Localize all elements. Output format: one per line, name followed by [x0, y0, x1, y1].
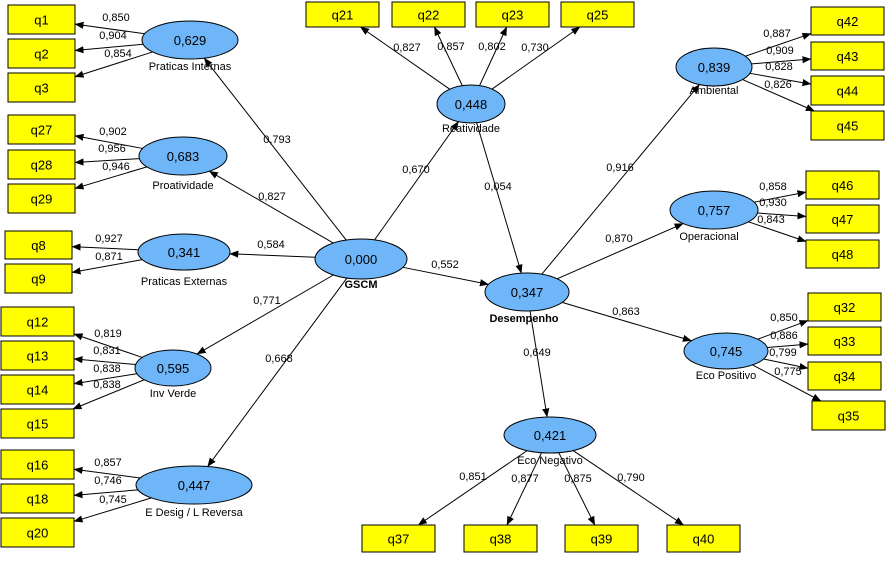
loading-value-iv-q13: 0,831 [93, 345, 121, 357]
indicator-label-q3: q3 [34, 80, 49, 96]
latent-pro[interactable] [139, 137, 227, 192]
indicator-label-q23: q23 [501, 7, 524, 23]
loading-value-pe-q9: 0,871 [95, 251, 123, 263]
path-coefficient-gscm-pi: 0,793 [263, 134, 291, 146]
latent-label-ope: Operacional [679, 231, 739, 243]
indicator-label-q22: q22 [417, 7, 440, 23]
indicator-label-q13: q13 [26, 348, 49, 364]
indicator-q48[interactable] [806, 240, 879, 268]
indicator-label-q42: q42 [836, 14, 859, 29]
latent-r2-value-pe: 0,341 [167, 245, 201, 260]
loading-value-pi-q3: 0,854 [104, 48, 132, 60]
latent-r2-value-amb: 0,839 [697, 60, 731, 75]
indicator-label-q20: q20 [26, 525, 49, 541]
latent-r2-value-ecn: 0,421 [533, 428, 567, 443]
path-arrow-gscm-rea [375, 122, 459, 240]
latent-ope[interactable] [670, 191, 758, 243]
latent-label-des: Desempenho [489, 313, 559, 325]
indicator-q45[interactable] [811, 111, 884, 140]
latent-label-rea: Reatividade [441, 123, 501, 135]
path-coefficient-des-ecp: 0,863 [612, 306, 640, 318]
loading-value-ecn-q38: 0,877 [511, 473, 539, 485]
indicator-label-q34: q34 [833, 369, 856, 384]
latent-gscm[interactable] [315, 239, 407, 291]
indicator-q32[interactable] [808, 293, 881, 321]
indicator-q34[interactable] [808, 362, 881, 390]
indicator-q23[interactable] [476, 2, 549, 27]
loading-value-ecp-q34: 0,799 [769, 347, 797, 359]
path-coefficient-gscm-rea: 0,670 [402, 164, 430, 176]
indicator-q46[interactable] [806, 171, 879, 199]
loading-value-edlr-q18: 0,746 [94, 475, 122, 487]
indicator-label-q18: q18 [26, 491, 49, 507]
indicator-q28[interactable] [8, 150, 75, 179]
loading-value-pro-q28: 0,956 [98, 143, 126, 155]
path-coefficient-des-ope: 0,870 [605, 233, 633, 245]
latent-label-pe: Praticas Externas [140, 276, 228, 288]
latent-label-pro: Proatividade [152, 180, 214, 192]
indicator-q14[interactable] [1, 375, 74, 404]
indicator-q22[interactable] [392, 2, 465, 27]
loading-value-iv-q14: 0,838 [93, 363, 121, 375]
indicator-q47[interactable] [806, 205, 879, 233]
indicator-q13[interactable] [1, 341, 74, 370]
latent-iv[interactable] [135, 350, 211, 400]
path-coefficient-gscm-edlr: 0,668 [265, 353, 293, 365]
indicator-label-q44: q44 [836, 83, 859, 99]
indicator-label-q1: q1 [34, 12, 49, 28]
loading-value-amb-q44: 0,828 [765, 61, 793, 73]
indicator-q15[interactable] [1, 409, 74, 438]
loading-arrow-rea-q23 [480, 27, 507, 86]
loading-value-ecn-q39: 0,875 [564, 473, 592, 485]
loading-arrow-rea-q21 [360, 27, 449, 89]
loading-value-ecn-q40: 0,790 [617, 472, 645, 484]
indicator-label-q45: q45 [836, 118, 859, 134]
loading-value-ope-q46: 0,858 [759, 181, 787, 193]
indicator-q44[interactable] [811, 76, 884, 105]
indicator-q29[interactable] [8, 184, 75, 213]
indicator-label-q38: q38 [489, 531, 512, 547]
loading-arrow-rea-q22 [434, 27, 462, 86]
indicator-q20[interactable] [1, 518, 74, 547]
indicator-q2[interactable] [8, 39, 75, 68]
latent-r2-value-ope: 0,757 [697, 203, 731, 218]
latent-label-ecn: Eco Negativo [517, 455, 583, 467]
loading-value-pro-q29: 0,946 [102, 161, 130, 173]
path-arrow-gscm-pro [209, 171, 333, 243]
indicator-q37[interactable] [362, 525, 435, 552]
loading-arrow-rea-q25 [492, 27, 580, 89]
indicator-q40[interactable] [667, 525, 740, 552]
latent-pe[interactable] [138, 234, 230, 288]
indicator-label-q2: q2 [34, 46, 49, 62]
indicator-label-q32: q32 [833, 300, 856, 315]
loading-value-amb-q43: 0,909 [766, 45, 794, 57]
indicator-label-q43: q43 [836, 49, 859, 64]
indicator-q33[interactable] [808, 327, 881, 355]
loading-value-rea-q22: 0,857 [437, 41, 465, 53]
path-arrow-gscm-pi [204, 58, 346, 240]
indicator-q35[interactable] [812, 401, 885, 430]
indicator-q25[interactable] [561, 2, 634, 27]
loading-value-rea-q23: 0,802 [478, 41, 506, 53]
latent-r2-value-iv: 0,595 [156, 361, 190, 376]
indicator-label-q37: q37 [387, 531, 410, 547]
latent-label-iv: Inv Verde [149, 388, 197, 400]
path-coefficient-des-ecn: 0,649 [523, 347, 551, 359]
loading-value-rea-q21: 0,827 [393, 42, 421, 54]
latent-edlr[interactable] [136, 466, 252, 519]
indicator-label-q16: q16 [26, 457, 49, 473]
latent-r2-value-ecp: 0,745 [709, 344, 743, 359]
loading-value-pi-q1: 0,850 [102, 12, 130, 24]
indicator-q38[interactable] [464, 525, 537, 552]
loading-value-ecp-q32: 0,850 [770, 312, 798, 324]
loading-arrow-pe-q8 [72, 247, 138, 250]
loading-value-edlr-q20: 0,745 [99, 494, 127, 506]
path-arrow-gscm-pe [230, 254, 315, 257]
loading-value-pi-q2: 0,904 [99, 30, 127, 42]
latent-r2-value-pi: 0,629 [173, 33, 207, 48]
indicator-label-q47: q47 [831, 212, 854, 227]
latent-des[interactable] [485, 273, 569, 325]
indicator-label-q21: q21 [331, 7, 354, 23]
latent-r2-value-pro: 0,683 [166, 149, 200, 164]
path-coefficient-gscm-des: 0,552 [431, 259, 459, 271]
loading-value-ecp-q35: 0,775 [774, 366, 802, 378]
latent-label-ecp: Eco Positivo [695, 370, 757, 382]
latent-rea[interactable] [437, 85, 505, 135]
indicator-q8[interactable] [5, 231, 72, 259]
latent-r2-value-des: 0,347 [510, 285, 544, 300]
indicator-label-q27: q27 [30, 122, 53, 138]
loading-value-amb-q42: 0,887 [763, 28, 791, 40]
path-coefficient-gscm-iv: 0,771 [253, 295, 281, 307]
loading-value-amb-q45: 0,826 [764, 79, 792, 91]
loading-value-ecn-q37: 0,851 [459, 471, 487, 483]
path-coefficient-des-amb: 0,916 [606, 162, 634, 174]
latent-label-amb: Ambiental [689, 85, 739, 97]
loading-value-ope-q47: 0,930 [759, 197, 787, 209]
path-arrow-des-ope [557, 224, 683, 279]
indicator-q39[interactable] [565, 525, 638, 552]
indicator-label-q33: q33 [833, 334, 856, 349]
indicator-label-q48: q48 [831, 247, 854, 262]
indicator-q12[interactable] [1, 307, 74, 336]
indicator-label-q28: q28 [30, 157, 53, 173]
loading-arrow-ecn-q37 [418, 451, 527, 525]
indicator-q18[interactable] [1, 484, 74, 513]
latent-ecn[interactable] [504, 417, 596, 467]
path-arrow-des-amb [542, 85, 700, 275]
latent-r2-value-rea: 0,448 [454, 97, 488, 112]
path-coefficient-gscm-pe: 0,584 [257, 239, 285, 251]
latent-r2-value-edlr: 0,447 [177, 478, 211, 493]
loading-value-pro-q27: 0,902 [99, 126, 127, 138]
path-arrow-rea-des [477, 123, 522, 273]
latent-ecp[interactable] [684, 333, 768, 382]
indicator-q27[interactable] [8, 115, 75, 144]
indicator-label-q29: q29 [30, 191, 53, 207]
indicator-label-q46: q46 [831, 178, 854, 193]
loading-value-rea-q25: 0,730 [521, 42, 549, 54]
loading-value-iv-q12: 0,819 [94, 328, 122, 340]
path-arrow-des-ecn [530, 311, 547, 417]
indicator-q16[interactable] [1, 450, 74, 479]
indicator-q43[interactable] [811, 42, 884, 70]
indicator-q3[interactable] [8, 73, 75, 102]
indicator-q1[interactable] [8, 5, 75, 34]
latent-r2-value-gscm: 0,000 [344, 252, 378, 267]
loading-value-pe-q8: 0,927 [95, 233, 123, 245]
loading-value-ope-q48: 0,843 [757, 214, 785, 226]
latent-pi[interactable] [142, 21, 238, 73]
indicator-label-q25: q25 [586, 7, 609, 23]
path-coefficient-gscm-pro: 0,827 [258, 191, 286, 203]
latent-amb[interactable] [676, 48, 752, 97]
indicator-label-q39: q39 [590, 531, 613, 547]
loading-value-ecp-q33: 0,886 [770, 330, 798, 342]
loading-value-edlr-q16: 0,857 [94, 457, 122, 469]
latent-label-gscm: GSCM [344, 279, 378, 291]
path-coefficient-rea-des: 0,054 [484, 181, 512, 193]
latent-label-pi: Praticas Internas [148, 61, 232, 73]
indicator-q42[interactable] [811, 7, 884, 35]
latent-label-edlr: E Desig / L Reversa [145, 507, 243, 519]
indicator-label-q15: q15 [26, 416, 49, 432]
indicator-label-q35: q35 [837, 408, 860, 424]
indicator-label-q40: q40 [692, 531, 715, 547]
indicator-q21[interactable] [306, 2, 379, 27]
indicator-q9[interactable] [5, 264, 72, 293]
indicator-label-q8: q8 [31, 238, 46, 253]
indicator-label-q14: q14 [26, 382, 49, 398]
indicator-label-q12: q12 [26, 314, 49, 330]
loading-value-iv-q15: 0,838 [93, 379, 121, 391]
indicator-label-q9: q9 [31, 271, 46, 287]
